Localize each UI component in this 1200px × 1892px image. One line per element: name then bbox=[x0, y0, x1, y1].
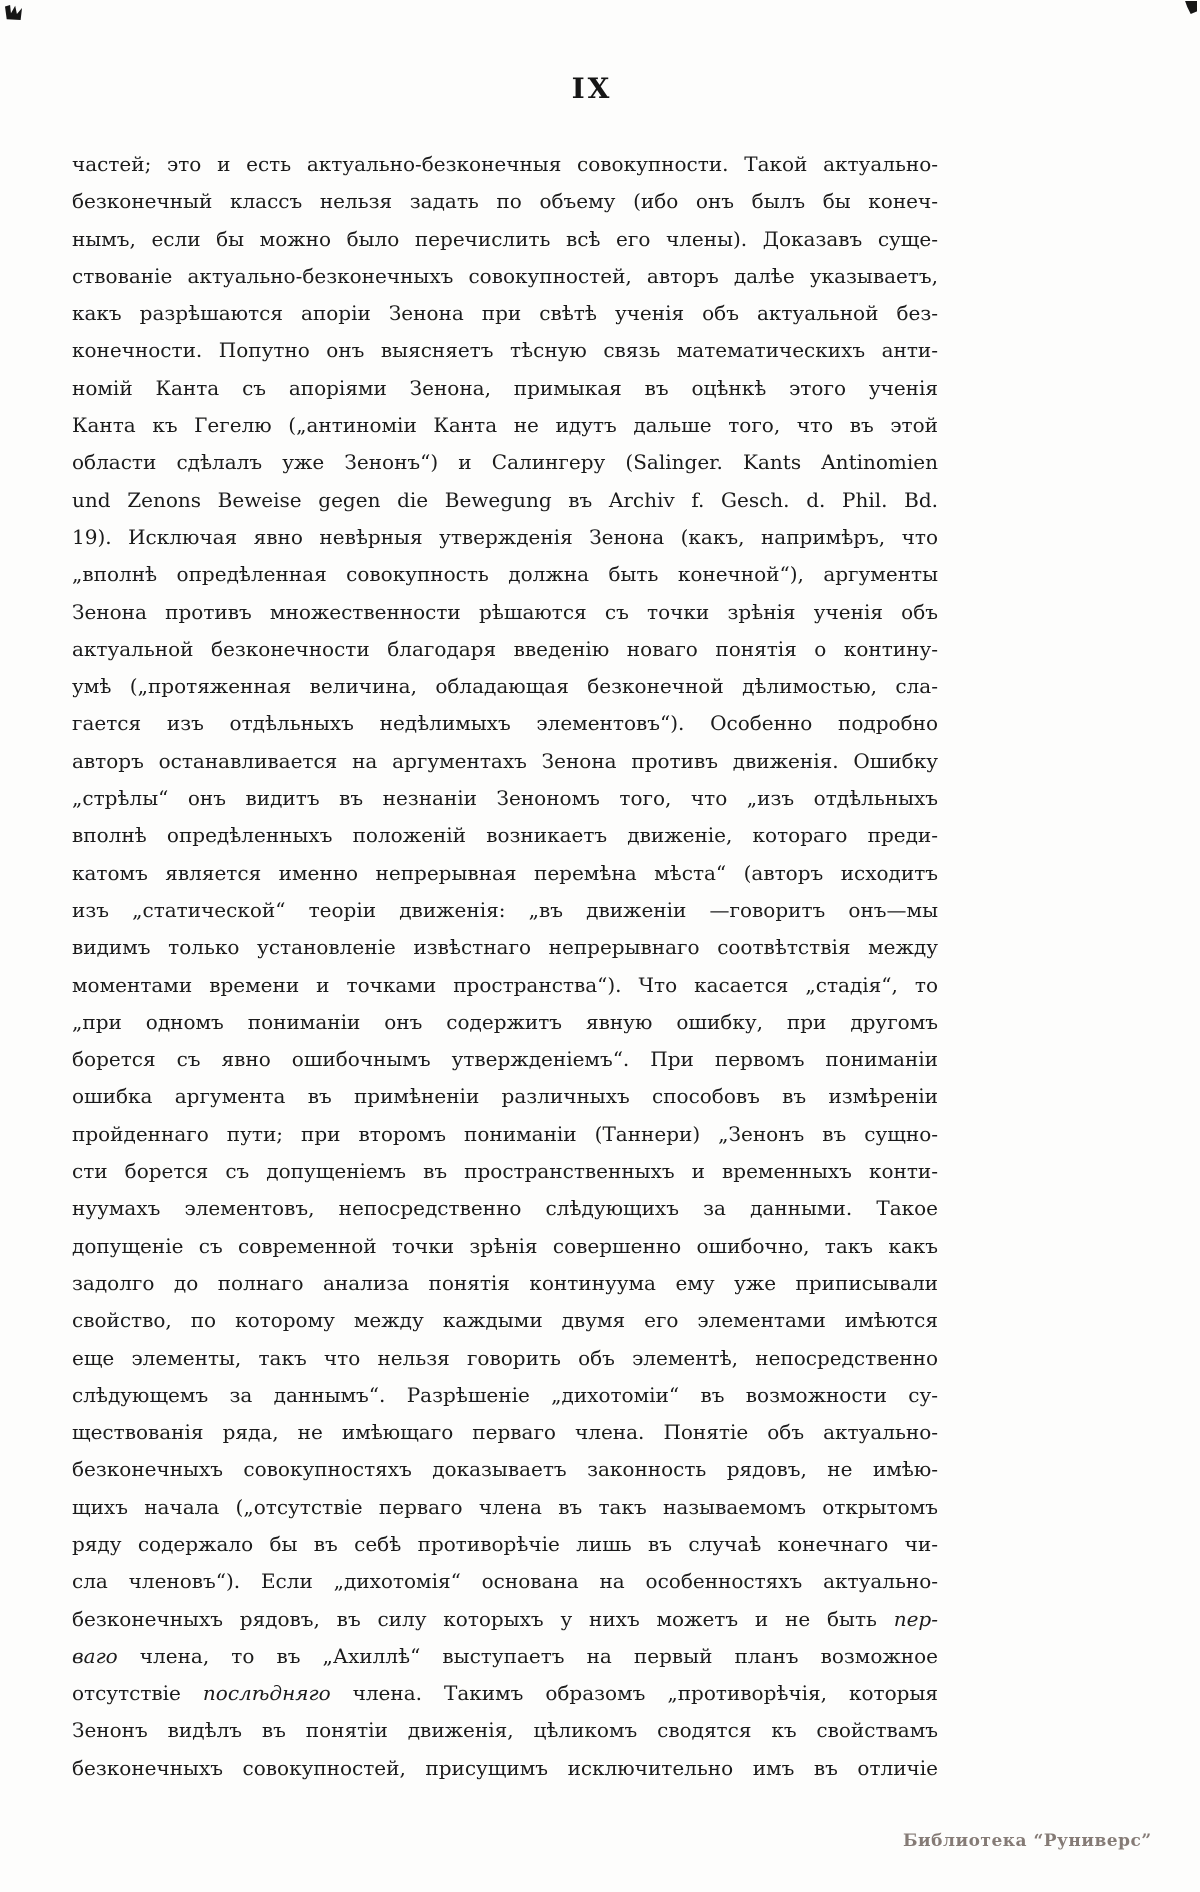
text-line: какъ разрѣшаются апоріи Зенона при свѣтѣ ученія объ актуальной без- bbox=[72, 301, 938, 326]
text-line: сти борется съ допущеніемъ въ пространственныхъ и временныхъ конти- bbox=[72, 1159, 938, 1184]
text-line: нымъ, если бы можно было перечислить всѣ его члены). Доказавъ суще- bbox=[72, 226, 938, 251]
text-line: щихъ начала („отсутствіе перваго члена въ такъ называемомъ открытомъ bbox=[72, 1494, 938, 1519]
text-line: видимъ только установленіе извѣстнаго непрерывнаго соотвѣтствія между bbox=[72, 935, 938, 960]
text-line: безконечныхъ совокупностяхъ доказываетъ законность рядовъ, не имѣю- bbox=[72, 1457, 938, 1482]
text-line: und Zenons Beweise gegen die Bewegung въ Archiv f. Gesch. d. Phil. Bd. bbox=[72, 487, 938, 512]
text-line: умѣ („протяженная величина, обладающая безконечной дѣлимостью, сла- bbox=[72, 674, 938, 699]
text-line: безконечныхъ рядовъ, въ силу которыхъ у нихъ можетъ и не быть пер- bbox=[72, 1606, 938, 1631]
text-line: ряду содержало бы въ себѣ противорѣчіе лишь въ случаѣ конечнаго чи- bbox=[72, 1531, 938, 1556]
text-line: отсутствіе послѣдняго члена. Такимъ образомъ „противорѣчія, которыя bbox=[72, 1681, 939, 1706]
scan-artifact bbox=[1183, 1, 1197, 14]
text-line: свойство, по которому между каждыми двумя его элементами имѣются bbox=[72, 1308, 938, 1333]
scan-artifact bbox=[5, 5, 22, 20]
text-line: катомъ является именно непрерывная перемѣна мѣста“ (авторъ исходитъ bbox=[72, 860, 938, 885]
text-line: нуумахъ элементовъ, непосредственно слѣдующихъ за данными. Такое bbox=[72, 1196, 938, 1221]
text-line: Канта къ Гегелю („антиноміи Канта не идутъ дальше того, что въ этой bbox=[72, 413, 938, 438]
text-line: борется съ явно ошибочнымъ утвержденіемъ“. При первомъ пониманіи bbox=[72, 1047, 938, 1072]
text-line: гается изъ отдѣльныхъ недѣлимыхъ элементовъ“). Особенно подробно bbox=[72, 711, 938, 736]
text-line: безконечныхъ совокупностей, присущимъ исключительно имъ въ отличіе bbox=[72, 1755, 938, 1780]
text-line: Зенона противъ множественности рѣшаются съ точки зрѣнія ученія объ bbox=[72, 599, 938, 624]
page-number: IX bbox=[571, 72, 613, 105]
text-line: слѣдующемъ за даннымъ“. Разрѣшеніе „дихотоміи“ въ возможности су- bbox=[72, 1382, 938, 1407]
text-line: ствованіе актуально-безконечныхъ совокупностей, авторъ далѣе указываетъ, bbox=[72, 263, 938, 288]
text-line: пройденнаго пути; при второмъ пониманіи (Таннери) „Зенонъ въ сущно- bbox=[72, 1121, 938, 1146]
text-line: авторъ останавливается на аргументахъ Зенона противъ движенія. Ошибку bbox=[72, 748, 938, 773]
text-line: актуальной безконечности благодаря введенію новаго понятія о контину- bbox=[72, 636, 938, 661]
text-line: ваго члена, то въ „Ахиллѣ“ выступаетъ на первый планъ возможное bbox=[72, 1643, 938, 1668]
text-line: конечности. Попутно онъ выясняетъ тѣсную связь математическихъ анти- bbox=[72, 338, 938, 363]
text-line: частей; это и есть актуально-безконечныя совокупности. Такой актуально- bbox=[72, 152, 938, 176]
library-stamp: Библиотека “Руниверс” bbox=[903, 1831, 1152, 1851]
text-line: Зенонъ видѣлъ въ понятіи движенія, цѣликомъ сводятся къ свойствамъ bbox=[72, 1718, 938, 1743]
text-line: „стрѣлы“ онъ видитъ въ незнаніи Зенономъ того, что „изъ отдѣльныхъ bbox=[72, 786, 938, 811]
body-text bbox=[72, 146, 938, 1787]
text-line: ошибка аргумента въ примѣненіи различныхъ способовъ въ измѣреніи bbox=[72, 1084, 938, 1109]
text-line: вполнѣ опредѣленныхъ положеній возникаетъ движеніе, котораго преди- bbox=[72, 823, 938, 848]
text-line: „вполнѣ опредѣленная совокупность должна быть конечной“), аргументы bbox=[72, 562, 938, 587]
text-line: области сдѣлалъ уже Зенонъ“) и Салингеру (Salinger. Kants Antinomien bbox=[72, 450, 938, 475]
text-line: сла членовъ“). Если „дихотомія“ основана на особенностяхъ актуально- bbox=[72, 1569, 938, 1594]
text-line: допущеніе съ современной точки зрѣнія совершенно ошибочно, такъ какъ bbox=[72, 1233, 938, 1258]
text-line: задолго до полнаго анализа понятія континуума ему уже приписывали bbox=[72, 1270, 938, 1295]
text-line: моментами времени и точками пространства“). Что касается „стадія“, то bbox=[72, 972, 938, 997]
text-line: еще элементы, такъ что нельзя говорить объ элементѣ, непосредственно bbox=[72, 1345, 938, 1370]
text-line: ществованія ряда, не имѣющаго перваго члена. Понятіе объ актуально- bbox=[72, 1420, 938, 1445]
text-line: „при одномъ пониманіи онъ содержитъ явную ошибку, при другомъ bbox=[72, 1009, 938, 1034]
text-line: номій Канта съ апоріями Зенона, примыкая въ оцѣнкѣ этого ученія bbox=[72, 375, 938, 400]
text-line: безконечный классъ нельзя задать по объему (ибо онъ былъ бы конеч- bbox=[72, 189, 938, 214]
text-line: 19). Исключая явно невѣрныя утвержденія Зенона (какъ, напримѣръ, что bbox=[72, 524, 938, 549]
text-line: изъ „статической“ теоріи движенія: „въ движеніи —говоритъ онъ—мы bbox=[72, 897, 938, 922]
